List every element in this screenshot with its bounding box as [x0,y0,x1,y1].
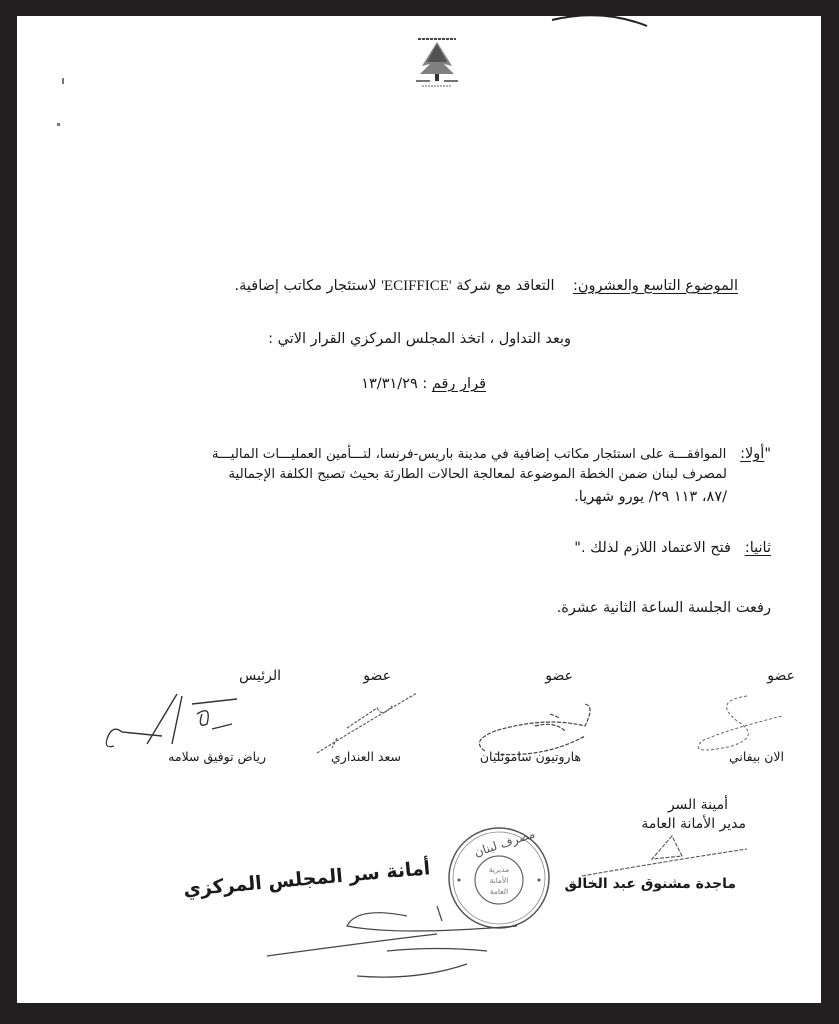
decision-number: : ١٣/٣١/٢٩ [361,376,428,392]
signatory-name-member-2: هاروتيون ساموئليان [479,749,581,764]
scan-speck [62,78,64,84]
deliberation-line: وبعد التداول ، اتخذ المجلس المركزي القرار الاتي : [268,331,571,347]
second-label: ثانيا: [744,540,771,556]
seal-outer-text: مصرف لبنان [472,826,537,860]
first-clause-line-1 [212,444,771,465]
company-name: 'ECIFFICE' [381,278,452,294]
secretary-name: ماجدة مشنوق عبد الخالق [564,876,736,892]
first-text-1: الموافقـــة على استئجار مكاتب إضافية في مدينة باريس-فرنسا، لتـــأمين العمليـــات الماليـــة [211,447,727,462]
council-secretariat-stamp: أمانة سر المجلس المركزي [182,857,432,901]
second-clause [574,538,771,558]
signatory-name-member-1: سعد العنداري [331,749,401,764]
signature-stamp [237,896,537,986]
document-page [17,16,821,1003]
signatory-name-president: رياض توفيق سلامه [168,749,266,764]
decision-number-line [361,374,486,394]
seal-inner-text: مديرية الأمانة العامة [488,865,510,896]
first-clause-line-2: لمصرف لبنان ضمن الخطة الموضوعة لمعالجة الحالات الطارئة بحيث تصبح الكلفة الإجمالية [228,467,727,482]
signature-member-1 [307,688,427,758]
closing-line: رفعت الجلسة الساعة الثانية عشرة. [556,600,771,616]
secretary-title-2: مدير الأمانة العامة [641,816,746,832]
signatory-role-member-2: عضو [545,668,573,684]
quote-open: " [764,446,771,462]
signature-secretary [577,831,757,881]
secretary-title-1: أمينة السر [667,797,728,813]
subject-label: الموضوع التاسع والعشرون: [572,278,738,294]
scan-speck [57,123,60,126]
signatory-role-president: الرئيس [239,668,281,684]
decision-label: قرار رقم [431,376,486,392]
subject-text-before: التعاقد مع شركة [456,278,555,294]
subject-text-after: لاستئجار مكاتب إضافية. [234,278,377,294]
second-text: فتح الاعتماد اللازم لذلك ." [574,540,731,556]
first-label: أولا: [740,446,765,462]
cedar-emblem-icon [412,34,462,89]
first-clause-line-3: /٨٧، ١١٣ ٢٩/ يورو شهريا. [574,489,727,505]
subject-line [235,276,739,296]
signatory-name-member-3: الان بيفاني [728,749,784,764]
signature-president [102,684,242,754]
signatory-role-member-3: عضو [767,668,795,684]
signatory-role-member-1: عضو [363,668,391,684]
